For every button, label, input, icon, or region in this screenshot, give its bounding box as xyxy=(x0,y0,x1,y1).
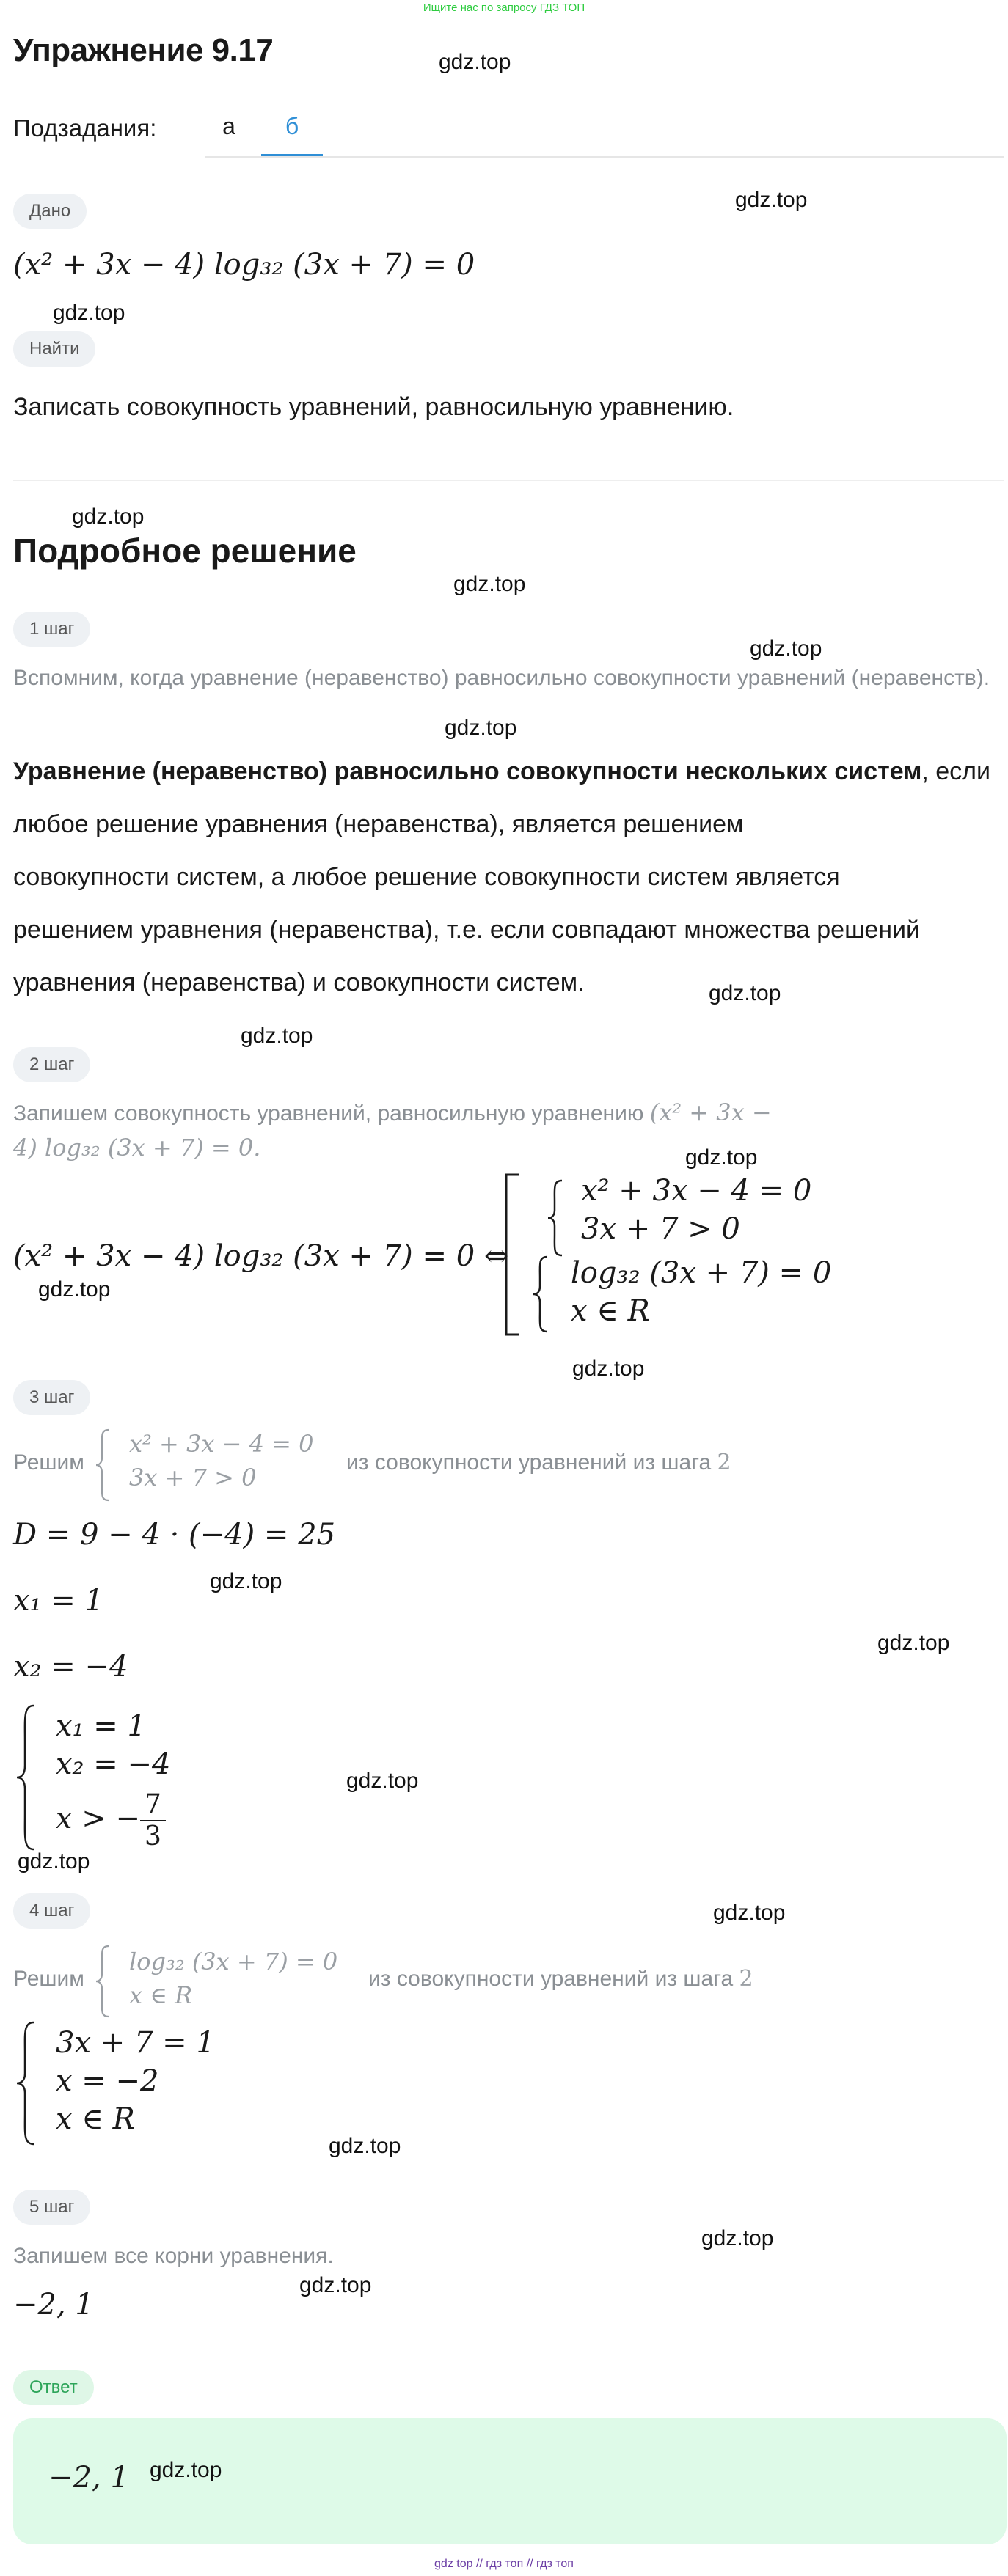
system-line: 3x + 7 = 1 xyxy=(56,2026,215,2060)
page-title: Упражнение 9.17 xyxy=(13,32,274,68)
watermark: gdz.top xyxy=(150,2458,222,2482)
find-text: Записать совокупность уравнений, равносильную уравнению. xyxy=(13,393,734,421)
system-line: x = −2 xyxy=(56,2064,159,2098)
system-line: log₃₂ (3x + 7) = 0 xyxy=(129,1948,338,1975)
tab-b-active[interactable]: б xyxy=(261,109,323,157)
step-5-badge: 5 шаг xyxy=(13,2190,90,2225)
system-brace xyxy=(546,1179,565,1257)
footer-links[interactable]: gdz top // гдз топ // гдз топ xyxy=(434,2558,574,2570)
watermark: gdz.top xyxy=(877,1631,950,1655)
subtasks-label: Подзадания: xyxy=(13,114,157,142)
find-badge: Найти xyxy=(13,331,95,367)
step-3-badge: 3 шаг xyxy=(13,1380,90,1415)
suffix-text: из совокупности уравнений из шага xyxy=(368,1967,734,1991)
root-x2: x₂ = −4 xyxy=(13,1650,128,1684)
step-5-intro: Запишем все корни уравнения. xyxy=(13,2244,334,2268)
given-badge: Дано xyxy=(13,194,87,229)
system-brace xyxy=(531,1255,550,1333)
watermark: gdz.top xyxy=(685,1145,758,1170)
step-2-system-2 xyxy=(571,1254,831,1330)
step-ref: 2 xyxy=(739,1966,753,1992)
collection-bracket xyxy=(502,1173,524,1336)
step-1-explanation xyxy=(13,745,1004,1009)
system-line: log₃₂ (3x + 7) = 0 xyxy=(571,1256,832,1290)
step-1-badge: 1 шаг xyxy=(13,612,90,647)
step-1-line: , если любое решение уравнения (неравенства), является решением xyxy=(13,757,990,838)
system-line: 3x + 7 > 0 xyxy=(129,1464,257,1491)
solution-heading: Подробное решение xyxy=(13,532,357,570)
answer-value: −2, 1 xyxy=(48,2461,129,2495)
step-2-badge: 2 шаг xyxy=(13,1047,90,1082)
fraction-denominator: 3 xyxy=(145,1821,161,1852)
step-3-system xyxy=(129,1427,313,1494)
system-line: x₂ = −4 xyxy=(56,1747,171,1781)
step-3-suffix xyxy=(346,1446,731,1480)
system-brace xyxy=(15,1704,37,1851)
step-4-suffix xyxy=(368,1962,753,1996)
root-x1: x₁ = 1 xyxy=(13,1584,103,1618)
suffix-text: из совокупности уравнений из шага xyxy=(346,1450,712,1475)
discriminant: D = 9 − 4 · (−4) = 25 xyxy=(13,1518,336,1552)
fraction xyxy=(140,1789,166,1852)
system-brace xyxy=(15,2021,37,2146)
step-1-bold: Уравнение (неравенство) равносильно совокупности нескольких систем xyxy=(13,757,922,785)
step-2-intro-math: (x² + 3x − xyxy=(649,1098,772,1126)
step-2-lhs: (x² + 3x − 4) log₃₂ (3x + 7) = 0 ⇔ xyxy=(13,1239,509,1273)
divider xyxy=(13,480,1004,481)
step-2-intro-math-cont: 4) log₃₂ (3x + 7) = 0. xyxy=(13,1134,261,1162)
watermark: gdz.top xyxy=(709,981,781,1005)
step-1-line: решением уравнения (неравенства), т.е. если совпадают множества решений xyxy=(13,916,921,944)
watermark: gdz.top xyxy=(53,301,125,325)
given-formula: (x² + 3x − 4) log₃₂ (3x + 7) = 0 xyxy=(13,248,475,282)
step-1-intro: Вспомним, когда уравнение (неравенство) равносильно совокупности уравнений (неравенств). xyxy=(13,666,990,690)
step-2-intro xyxy=(13,1096,772,1131)
system-line: x ∈ R xyxy=(56,2102,135,2136)
watermark: gdz.top xyxy=(299,2273,372,2297)
watermark: gdz.top xyxy=(38,1277,111,1302)
system-line: x ∈ R xyxy=(571,1294,650,1328)
system-line: x² + 3x − 4 = 0 xyxy=(129,1430,314,1458)
tab-a[interactable]: а xyxy=(222,113,235,139)
system-line: 3x + 7 > 0 xyxy=(581,1212,740,1246)
step-2-intro-text: Запишем совокупность уравнений, равносильную уравнению xyxy=(13,1101,644,1126)
step-5-roots: −2, 1 xyxy=(13,2288,94,2322)
watermark: gdz.top xyxy=(750,636,822,661)
fraction-numerator: 7 xyxy=(140,1789,166,1821)
step-4-badge: 4 шаг xyxy=(13,1893,90,1929)
step-4-result-system xyxy=(56,2024,215,2138)
watermark: gdz.top xyxy=(346,1769,419,1793)
watermark: gdz.top xyxy=(18,1849,90,1874)
system-line: x₁ = 1 xyxy=(56,1709,146,1743)
watermark: gdz.top xyxy=(72,504,145,529)
step-4-system xyxy=(129,1945,337,2012)
tabs-underline xyxy=(205,156,1004,158)
step-ref: 2 xyxy=(717,1450,731,1475)
system-line: x² + 3x − 4 = 0 xyxy=(581,1174,812,1208)
step-1-line: совокупности систем, а любое решение совокупности систем является xyxy=(13,863,840,891)
system-line: x ∈ R xyxy=(129,1981,193,2009)
step-1-line: уравнения (неравенства) и совокупности систем. xyxy=(13,969,585,997)
step-4-solve-word: Решим xyxy=(13,1967,84,1991)
step-2-system-1 xyxy=(581,1172,811,1248)
system-brace xyxy=(94,1945,112,2018)
watermark: gdz.top xyxy=(241,1024,313,1048)
watermark: gdz.top xyxy=(572,1357,645,1381)
watermark: gdz.top xyxy=(713,1901,786,1925)
step-3-solve-word: Решим xyxy=(13,1450,84,1475)
answer-badge: Ответ xyxy=(13,2370,94,2405)
watermark: gdz.top xyxy=(439,50,511,74)
watermark: gdz.top xyxy=(701,2226,774,2250)
watermark: gdz.top xyxy=(453,572,526,596)
watermark: gdz.top xyxy=(210,1569,282,1593)
system-brace xyxy=(94,1428,112,1502)
watermark: gdz.top xyxy=(735,188,808,212)
top-banner[interactable]: Ищите нас по запросу ГДЗ ТОП xyxy=(423,1,585,14)
watermark: gdz.top xyxy=(445,716,517,740)
step-3-result-system xyxy=(56,1707,171,1854)
system-line: x > − xyxy=(56,1802,141,1835)
watermark: gdz.top xyxy=(329,2134,401,2158)
